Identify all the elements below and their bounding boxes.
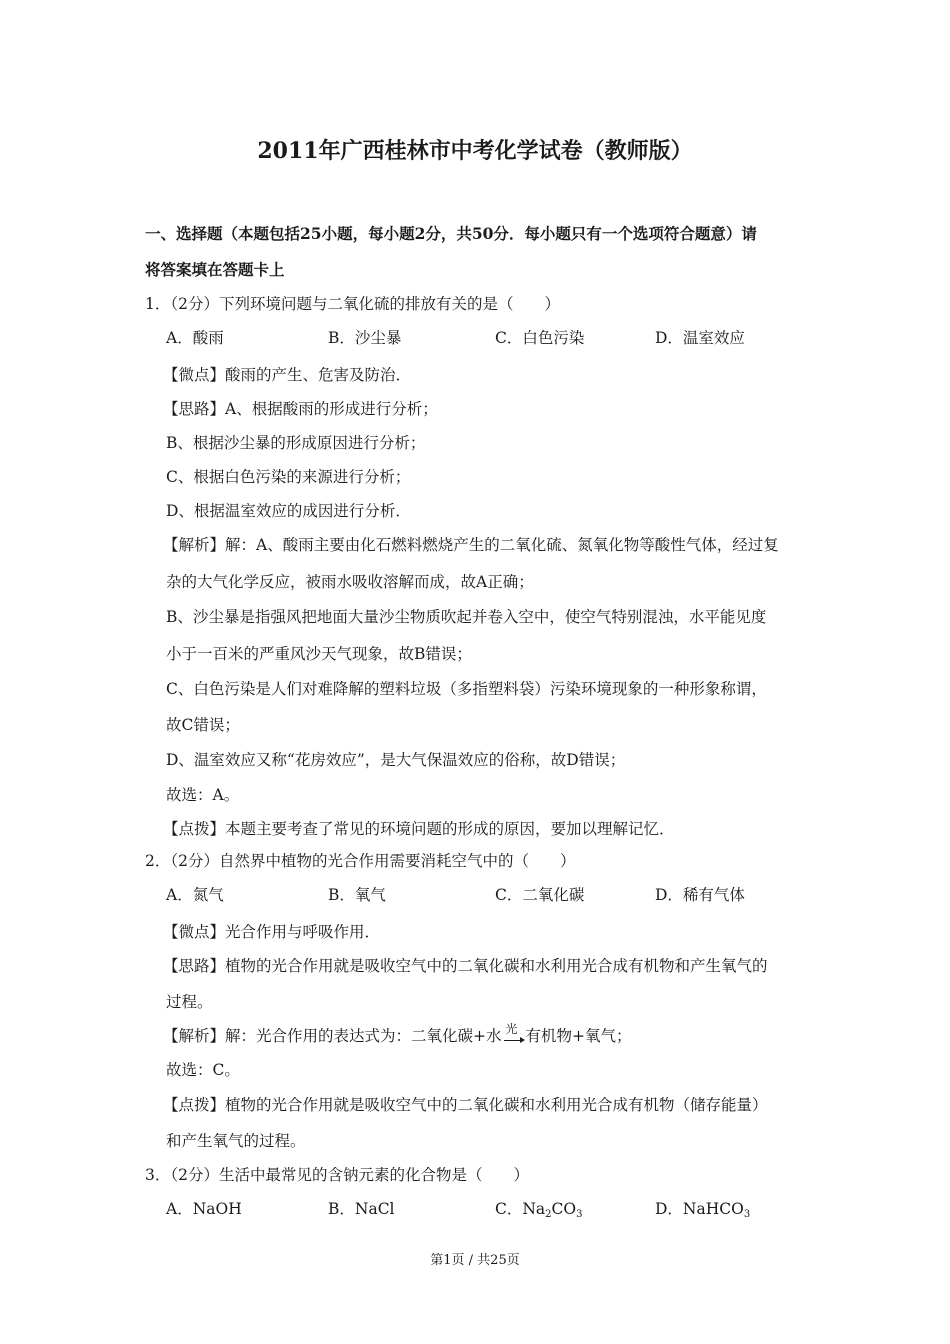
q2-guxuan: 故选：C。: [166, 1061, 240, 1079]
reaction-condition: 光: [505, 1021, 518, 1036]
q2-option-d: D．稀有气体: [655, 886, 745, 904]
page-footer: 第1页 / 共25页: [430, 1253, 520, 1268]
section-heading-line2: 将答案填在答题卡上: [145, 260, 285, 279]
q1-stem: 1．（2分）下列环境问题与二氧化硫的排放有关的是（ ）: [145, 295, 560, 313]
q3-option-c-sub2: 3: [576, 1209, 583, 1220]
q1-option-c: C．白色污染: [495, 329, 585, 347]
q3-option-d-sub: 3: [743, 1209, 751, 1220]
q2-dianbo-2: 和产生氧气的过程。: [166, 1132, 306, 1150]
q3-option-d-text: D．NaHCO: [655, 1200, 744, 1218]
q2-jiexi: [163, 1021, 632, 1046]
q1-silu-2: B、根据沙尘暴的形成原因进行分析；: [166, 434, 426, 452]
q3-option-b: B．NaCl: [328, 1200, 395, 1218]
q1-silu-1: 【思路】A、根据酸雨的形成进行分析；: [163, 400, 438, 418]
q1-jiexi-7: D、温室效应又称“花房效应”，是大气保温效应的俗称，故D错误；: [166, 751, 626, 769]
q3-option-c: [495, 1197, 583, 1220]
reaction-arrow-icon: [504, 1021, 524, 1041]
document-title: 2011年广西桂林市中考化学试卷（教师版）: [257, 138, 693, 164]
q1-option-a: A．酸雨: [166, 329, 224, 347]
q1-option-d: D．温室效应: [655, 329, 745, 347]
q2-jiexi-pre: 【解析】解：光合作用的表达式为：二氧化碳+水: [163, 1027, 502, 1045]
q1-weidian: 【微点】酸雨的产生、危害及防治．: [163, 366, 412, 384]
q1-jiexi-3: B、沙尘暴是指强风把地面大量沙尘物质吹起并卷入空中，使空气特别混浊，水平能见度: [166, 608, 767, 626]
q2-option-c: C．二氧化碳: [495, 886, 585, 904]
q2-jiexi-post: 有机物+氧气；: [525, 1027, 632, 1045]
q1-jiexi-5: C、白色污染是人们对难降解的塑料垃圾（多指塑料袋）污染环境现象的一种形象称谓，: [166, 680, 767, 698]
q1-jiexi-2: 杂的大气化学反应，被雨水吸收溶解而成，故A正确；: [166, 573, 534, 591]
q3-option-c-text: C．Na: [495, 1200, 546, 1218]
q3-option-a: A．NaOH: [166, 1200, 242, 1218]
q2-silu-2: 过程。: [166, 993, 213, 1011]
q1-jiexi-4: 小于一百米的严重风沙天气现象，故B错误；: [166, 645, 472, 663]
q2-stem: 2．（2分）自然界中植物的光合作用需要消耗空气中的（ ）: [145, 852, 576, 870]
q1-guxuan: 故选：A。: [166, 786, 240, 804]
q2-option-b: B．氧气: [328, 886, 386, 904]
q2-option-a: A．氮气: [166, 886, 224, 904]
section-heading-line1: 一、选择题（本题包括25小题，每小题2分，共50分．每小题只有一个选项符合题意）请: [145, 224, 757, 243]
q1-dianbo: 【点拨】本题主要考查了常见的环境问题的形成的原因，要加以理解记忆．: [163, 820, 675, 838]
q2-silu-1: 【思路】植物的光合作用就是吸收空气中的二氧化碳和水利用光合成有机物和产生氧气的: [163, 957, 768, 975]
q2-dianbo-1: 【点拨】植物的光合作用就是吸收空气中的二氧化碳和水利用光合成有机物（储存能量）: [163, 1096, 768, 1114]
q2-weidian: 【微点】光合作用与呼吸作用．: [163, 923, 381, 941]
q3-option-c-mid: CO: [551, 1200, 577, 1218]
q3-stem: 3．（2分）生活中最常见的含钠元素的化合物是（ ）: [145, 1166, 529, 1184]
q1-jiexi-6: 故C错误；: [166, 716, 240, 734]
q3-option-d: [655, 1197, 750, 1220]
q1-jiexi-1: 【解析】解：A、酸雨主要由化石燃料燃烧产生的二氧化硫、氮氧化物等酸性气体，经过复: [163, 536, 779, 554]
q1-option-b: B．沙尘暴: [328, 329, 402, 347]
q3-option-c-sub1: 2: [545, 1209, 552, 1220]
q1-silu-4: D、根据温室效应的成因进行分析．: [166, 502, 411, 520]
q1-silu-3: C、根据白色污染的来源进行分析；: [166, 468, 411, 486]
